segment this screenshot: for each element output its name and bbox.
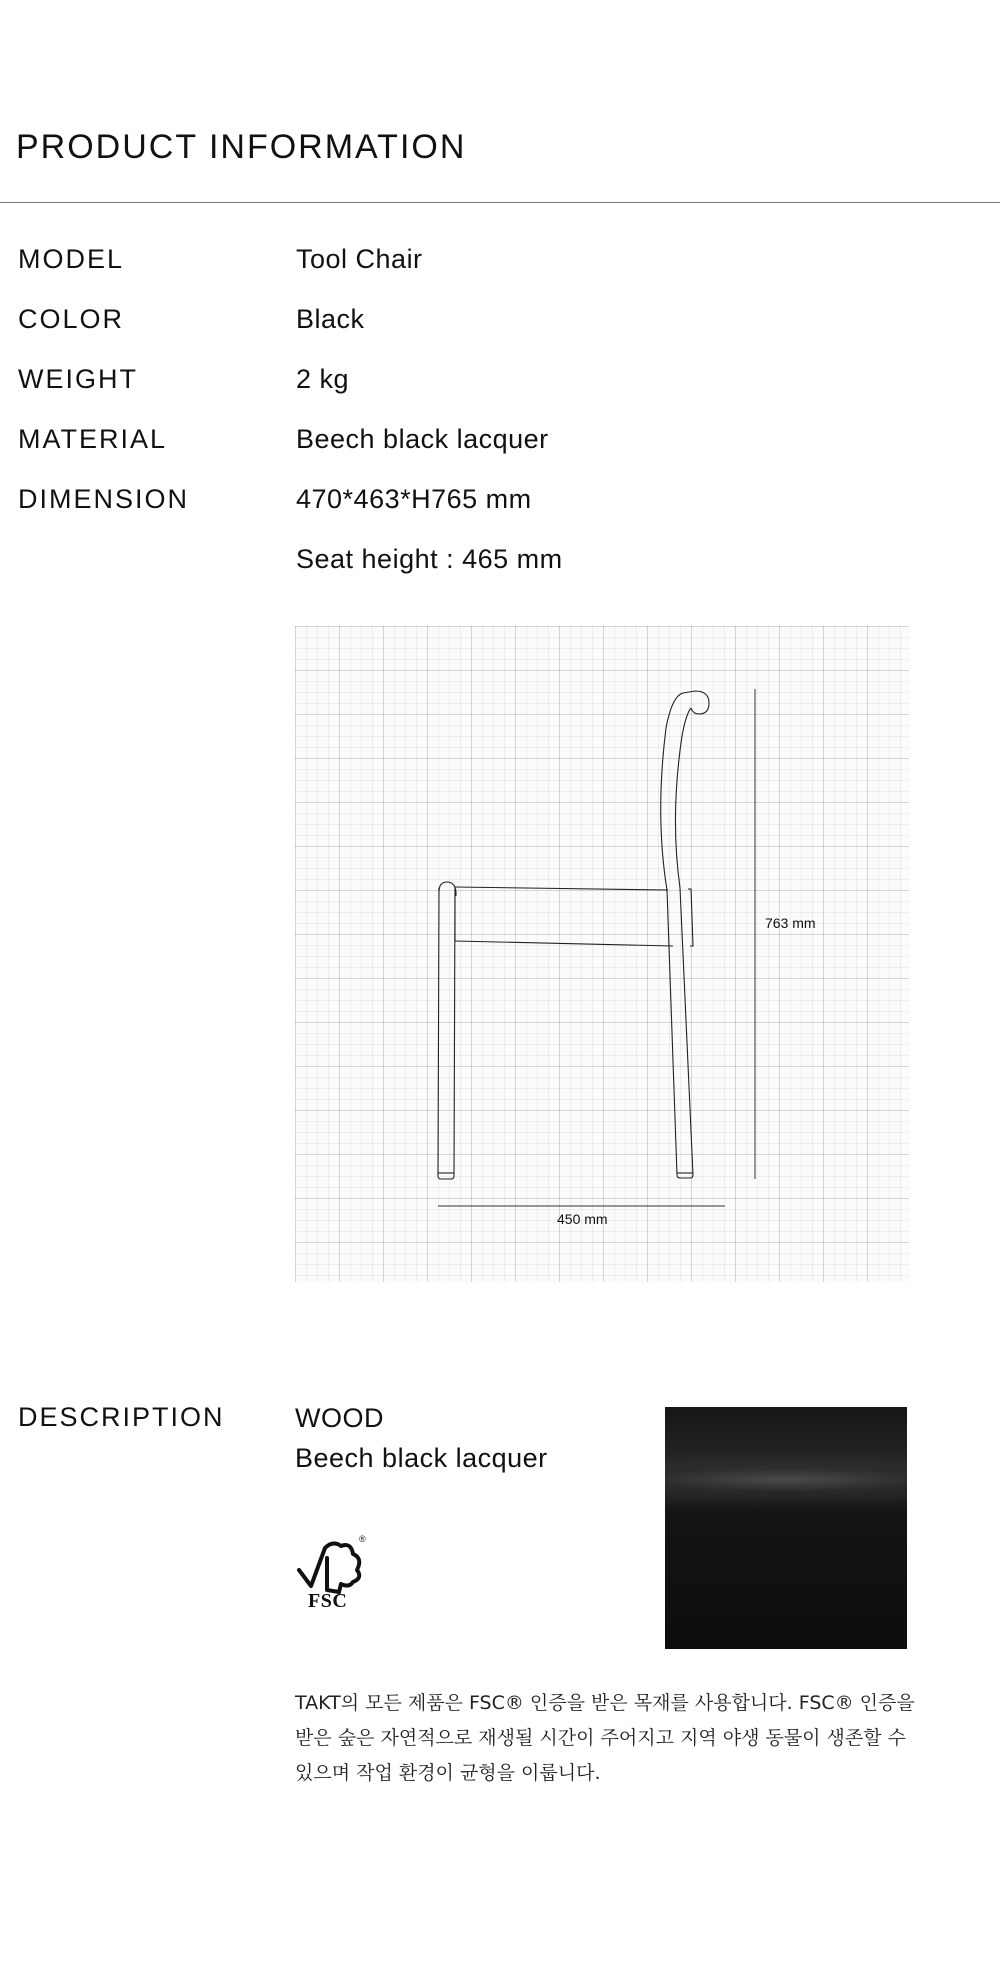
spec-value-material: Beech black lacquer: [296, 424, 549, 454]
page-title: PRODUCT INFORMATION: [16, 128, 467, 166]
height-dimension-label: 763 mm: [765, 915, 816, 931]
spec-label-dimension: DIMENSION: [18, 484, 190, 514]
spec-label-weight: WEIGHT: [18, 364, 138, 394]
description-category: WOOD: [295, 1403, 384, 1433]
spec-value-model: Tool Chair: [296, 244, 423, 274]
spec-value-weight: 2 kg: [296, 364, 350, 394]
fsc-notice-text: TAKT의 모든 제품은 FSC® 인증을 받은 목재를 사용합니다. FSC® 인증을 받은 숲은 자연적으로 재생될 시간이 주어지고 지역 야생 동물이 생존할 수 있으며 작업 환경이 균형을 이룹니다.: [295, 1692, 915, 1784]
material-swatch: [665, 1407, 907, 1649]
svg-text:®: ®: [359, 1534, 366, 1544]
title-divider: [0, 202, 1000, 203]
spec-label-material: MATERIAL: [18, 424, 168, 454]
spec-label-color: COLOR: [18, 304, 125, 334]
chair-dimension-drawing: [295, 626, 909, 1282]
spec-label-model: MODEL: [18, 244, 125, 274]
description-heading: DESCRIPTION: [18, 1402, 225, 1432]
fsc-logo-text: FSC: [308, 1590, 348, 1612]
spec-value-seat-height: Seat height : 465 mm: [296, 544, 563, 574]
spec-value-color: Black: [296, 304, 365, 334]
width-dimension-label: 450 mm: [557, 1211, 608, 1227]
chair-side-view-illustration: [295, 626, 909, 1282]
spec-value-dimension: 470*463*H765 mm: [296, 484, 532, 514]
description-material: Beech black lacquer: [295, 1443, 548, 1473]
